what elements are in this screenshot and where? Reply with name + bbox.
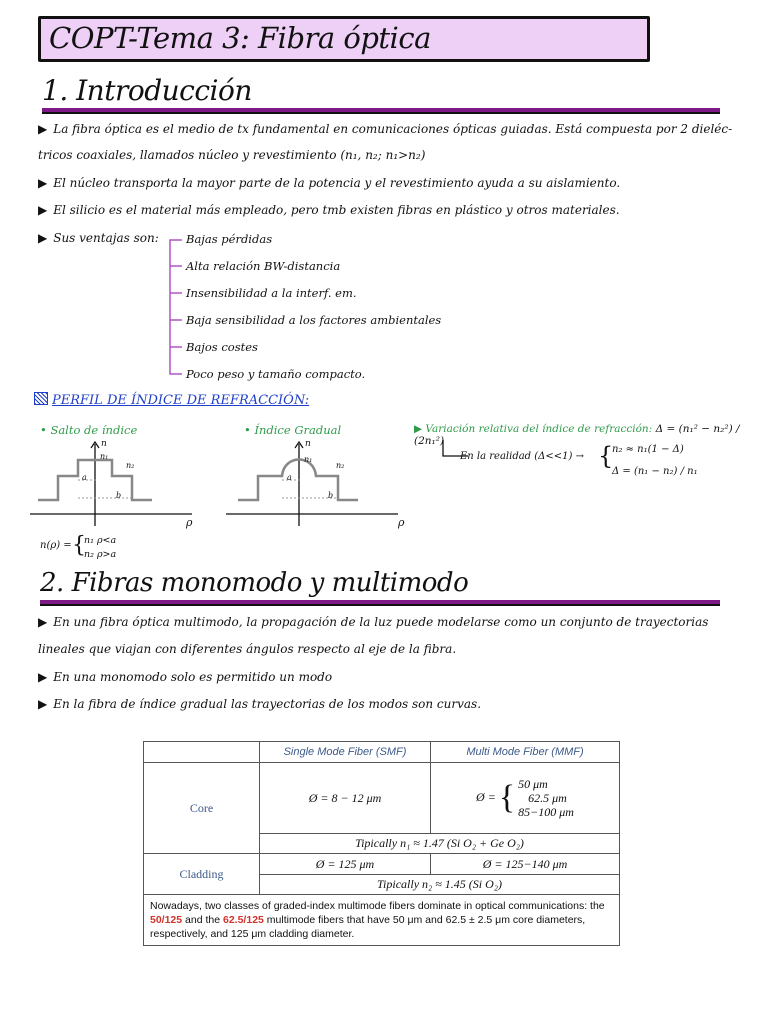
section1-heading: 1. Introducción bbox=[42, 74, 252, 107]
core-mmf-value: 62.5 μm bbox=[528, 791, 567, 805]
step-axis-rho: ρ bbox=[186, 516, 193, 529]
graded-n2: n₂ bbox=[336, 461, 345, 470]
step-axis-n: n bbox=[101, 439, 107, 449]
table-note: Nowadays, two classes of graded-index multimode fibers dominate in optical communications: the 50/125 and the 62.5/125 multimode fibers that have 50 μm and 62.5 ± 2.5 μm core diameters, respectively, and 125 μm cladding diameter. bbox=[144, 895, 620, 946]
col-smf: Single Mode Fiber (SMF) bbox=[260, 742, 431, 763]
relative-variation-label: ▶ Variación relativa del índice de refracción: Δ = (n₁² − n₂²) / (2n₁²) bbox=[414, 423, 740, 447]
core-mmf-value: 85−100 μm bbox=[518, 805, 574, 819]
graded-index-graph bbox=[226, 440, 406, 532]
fiber-comparison-table bbox=[143, 741, 620, 946]
page-title: COPT-Tema 3: Fibra óptica bbox=[49, 21, 431, 55]
clad-mmf: Ø = 125−140 μm bbox=[431, 854, 620, 875]
profile-heading: PERFIL DE ÍNDICE DE REFRACCIÓN: bbox=[34, 392, 309, 408]
row-cladding: Cladding bbox=[144, 854, 260, 895]
advantage-item: Poco peso y tamaño compacto. bbox=[186, 367, 366, 381]
step-n2: n₂ bbox=[126, 461, 135, 470]
row-core: Core bbox=[144, 763, 260, 854]
step-index-label: • Salto de índice bbox=[40, 423, 138, 437]
graded-axis-rho: ρ bbox=[398, 516, 405, 529]
advantage-item: Insensibilidad a la interf. em. bbox=[186, 286, 357, 300]
clad-smf: Ø = 125 μm bbox=[260, 854, 431, 875]
advantage-item: Bajos costes bbox=[186, 340, 258, 354]
clad-typical: Tipically n₂ ≈ 1.45 (Si O₂) bbox=[260, 875, 620, 895]
advantages-brace bbox=[160, 232, 190, 382]
weak-brace: { bbox=[598, 442, 614, 470]
core-typical: Tipically n₁ ≈ 1.47 (Si O₂ + Ge O₂) bbox=[260, 834, 620, 854]
core-smf: Ø = 8 − 12 μm bbox=[260, 763, 431, 834]
bullet-1-cont: tricos coaxiales, llamados núcleo y revestimiento (n₁, n₂; n₁>n₂) bbox=[38, 148, 426, 162]
step-n1: n₁ bbox=[100, 452, 109, 461]
graded-b: b bbox=[328, 491, 334, 500]
s2-bullet-1: ▶ En una fibra óptica multimodo, la propagación de la luz puede modelarse como un conjunto de trayectorias bbox=[38, 615, 709, 629]
step-b: b bbox=[116, 491, 122, 500]
table-corner bbox=[144, 742, 260, 763]
weak-eq-1: n₂ ≈ n₁(1 − Δ) bbox=[612, 444, 684, 455]
graded-n1: n₁ bbox=[304, 455, 313, 464]
advantage-item: Baja sensibilidad a los factores ambientales bbox=[186, 313, 442, 327]
section2-heading: 2. Fibras monomodo y multimodo bbox=[40, 568, 469, 598]
weak-eq-2: Δ = (n₁ − n₂) / n₁ bbox=[612, 466, 698, 477]
advantage-item: Bajas pérdidas bbox=[186, 232, 273, 246]
hatched-box-icon bbox=[34, 392, 48, 405]
core-mmf-value: 50 μm bbox=[518, 777, 548, 791]
title-box bbox=[38, 16, 650, 62]
bullet-1: ▶ La fibra óptica es el medio de tx fundamental en comunicaciones ópticas guiadas. Está compuesta por 2 dieléc- bbox=[38, 122, 733, 136]
graded-index-label: • Índice Gradual bbox=[244, 423, 342, 437]
col-mmf: Multi Mode Fiber (MMF) bbox=[431, 742, 620, 763]
core-mmf: Ø = { 50 μm 62.5 μm 85−100 μm bbox=[431, 763, 620, 834]
bullet-4: ▶ Sus ventajas son: bbox=[38, 231, 159, 245]
section1-rule-dark bbox=[42, 112, 720, 114]
weak-guidance-label: En la realidad (Δ<<1) → bbox=[460, 451, 584, 462]
piecewise-row2: n₂ ρ>a bbox=[84, 549, 117, 560]
graded-a: a bbox=[287, 473, 292, 482]
step-a: a bbox=[82, 473, 87, 482]
graded-axis-n: n bbox=[305, 439, 311, 449]
bullet-2: ▶ El núcleo transporta la mayor parte de la potencia y el revestimiento ayuda a su aislamiento. bbox=[38, 176, 621, 190]
step-index-graph bbox=[30, 440, 200, 532]
s2-bullet-2: ▶ En una monomodo solo es permitido un modo bbox=[38, 670, 333, 684]
s2-bullet-1-cont: lineales que viajan con diferentes ángulos respecto al eje de la fibra. bbox=[38, 642, 457, 656]
advantage-item: Alta relación BW-distancia bbox=[186, 259, 341, 273]
piecewise-brace: { bbox=[72, 533, 86, 558]
bullet-3: ▶ El silicio es el material más empleado, pero tmb existen fibras en plástico y otros materiales. bbox=[38, 203, 620, 217]
s2-bullet-3: ▶ En la fibra de índice gradual las trayectorias de los modos son curvas. bbox=[38, 697, 482, 711]
piecewise-row1: n₁ ρ<a bbox=[84, 535, 117, 546]
section2-rule-dark bbox=[40, 604, 720, 606]
piecewise-lhs: n(ρ) = bbox=[40, 540, 72, 551]
